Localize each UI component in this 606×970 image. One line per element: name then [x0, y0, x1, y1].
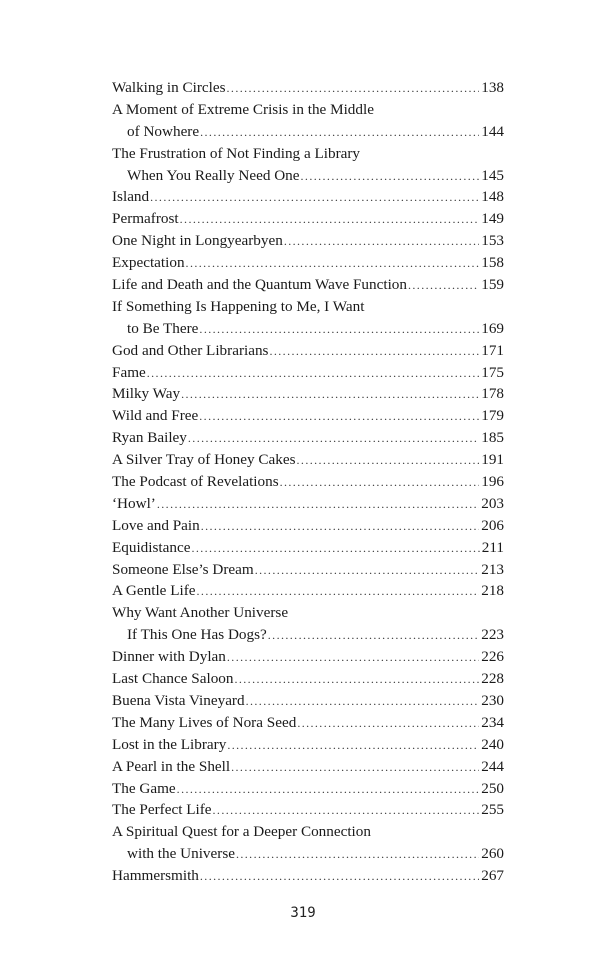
toc-entry-line: [112, 712, 504, 734]
chapter-title: Why Want Another Universe: [112, 604, 289, 622]
dot-leader: [186, 253, 480, 275]
chapter-page-number: 171: [481, 341, 504, 359]
chapter-page-number: 179: [481, 407, 504, 425]
toc-entry: [112, 77, 504, 99]
toc-entry: [112, 471, 504, 493]
chapter-title: One Night in Longyearbyen: [112, 232, 283, 250]
chapter-title: Fame: [112, 363, 146, 381]
toc-entry-line: [112, 559, 504, 581]
toc-entry-line: [112, 340, 504, 362]
toc-entry-line: [112, 99, 504, 121]
toc-entry: [112, 602, 504, 646]
toc-entry-line: [112, 756, 504, 778]
chapter-page-number: 203: [481, 494, 504, 512]
toc-entry: [112, 405, 504, 427]
toc-entry-line: [112, 296, 504, 318]
toc-entry: [112, 778, 504, 800]
dot-leader: [234, 669, 479, 691]
chapter-page-number: 213: [481, 560, 504, 578]
toc-entry-line: [112, 121, 504, 143]
dot-leader: [180, 209, 480, 231]
toc-entry-line: [112, 734, 504, 756]
chapter-page-number: 260: [481, 845, 504, 863]
chapter-page-number: 226: [481, 648, 504, 666]
dot-leader: [201, 516, 479, 538]
chapter-title: A Gentle Life: [112, 582, 196, 600]
toc-entry: [112, 296, 504, 340]
chapter-title: Lost in the Library: [112, 735, 227, 753]
toc-entry-line: [112, 318, 504, 340]
dot-leader: [284, 231, 479, 253]
toc-entry: [112, 690, 504, 712]
toc-entry: [112, 230, 504, 252]
chapter-title: Wild and Free: [112, 407, 199, 425]
chapter-page-number: 185: [481, 429, 504, 447]
chapter-page-number: 228: [481, 670, 504, 688]
toc-entry-line: [112, 274, 504, 296]
dot-leader: [236, 844, 479, 866]
toc-entry-line: [112, 77, 504, 99]
chapter-title: Hammersmith: [112, 867, 199, 885]
dot-leader: [191, 538, 479, 560]
toc-entry-line: [112, 186, 504, 208]
chapter-page-number: 169: [481, 319, 504, 337]
toc-entry: [112, 756, 504, 778]
toc-entry-line: [112, 624, 504, 646]
toc-entry: [112, 537, 504, 559]
toc-entry-line: [112, 515, 504, 537]
toc-entry-line: [112, 449, 504, 471]
toc-entry: [112, 865, 504, 887]
dot-leader: [200, 122, 479, 144]
chapter-page-number: 240: [481, 735, 504, 753]
chapter-page-number: 149: [481, 210, 504, 228]
toc-entry-line: [112, 405, 504, 427]
toc-entry-line: [112, 471, 504, 493]
chapter-title: God and Other Librarians: [112, 341, 269, 359]
toc-entry-line: [112, 252, 504, 274]
dot-leader: [188, 428, 479, 450]
chapter-title: Milky Way: [112, 385, 181, 403]
toc-entry-line: [112, 537, 504, 559]
toc-entry-line: [112, 602, 504, 624]
toc-entry-line: [112, 143, 504, 165]
chapter-title: with the Universe: [127, 845, 235, 863]
toc-entry: [112, 559, 504, 581]
dot-leader: [157, 494, 479, 516]
chapter-page-number: 218: [481, 582, 504, 600]
chapter-title: ‘Howl’: [112, 494, 156, 512]
dot-leader: [297, 713, 479, 735]
chapter-title: Island: [112, 188, 150, 206]
chapter-page-number: 159: [481, 276, 504, 294]
chapter-title: Walking in Circles: [112, 79, 226, 96]
toc-entry: [112, 252, 504, 274]
dot-leader: [200, 866, 479, 888]
toc-entry-line: [112, 383, 504, 405]
toc-entry: [112, 580, 504, 602]
dot-leader: [297, 450, 480, 472]
chapter-page-number: 178: [481, 385, 504, 403]
chapter-title: A Silver Tray of Honey Cakes: [112, 451, 296, 469]
toc-entry-line: [112, 493, 504, 515]
chapter-title: Dinner with Dylan: [112, 648, 226, 666]
chapter-page-number: 145: [481, 166, 504, 184]
chapter-title: A Moment of Extreme Crisis in the Middle: [112, 100, 374, 118]
toc-entry-line: [112, 362, 504, 384]
toc-entry: [112, 383, 504, 405]
chapter-title: The Many Lives of Nora Seed: [112, 713, 297, 731]
chapter-page-number: 255: [481, 801, 504, 819]
chapter-page-number: 138: [481, 79, 504, 96]
chapter-title: of Nowhere: [127, 122, 200, 140]
chapter-title: The Game: [112, 779, 176, 797]
toc-entry: [112, 143, 504, 187]
chapter-title: to Be There: [127, 319, 199, 337]
dot-leader: [177, 779, 480, 801]
toc-entry: [112, 340, 504, 362]
toc-entry: [112, 646, 504, 668]
toc-entry-line: [112, 668, 504, 690]
dot-leader: [199, 319, 479, 341]
chapter-title: If Something Is Happening to Me, I Want: [112, 297, 365, 315]
chapter-page-number: 148: [481, 188, 504, 206]
toc-entry: [112, 799, 504, 821]
chapter-title: Expectation: [112, 254, 185, 272]
chapter-page-number: 223: [481, 626, 504, 644]
chapter-page-number: 153: [481, 232, 504, 250]
chapter-title: If This One Has Dogs?: [127, 626, 267, 644]
dot-leader: [269, 341, 479, 363]
chapter-page-number: 175: [481, 363, 504, 381]
toc-entry-line: [112, 427, 504, 449]
chapter-title: Permafrost: [112, 210, 179, 228]
dot-leader: [301, 166, 480, 188]
chapter-page-number: 267: [481, 867, 504, 885]
table-of-contents: [112, 77, 504, 887]
toc-entry: [112, 712, 504, 734]
chapter-page-number: 158: [481, 254, 504, 272]
chapter-page-number: 230: [481, 691, 504, 709]
toc-entry-line: [112, 778, 504, 800]
toc-entry: [112, 493, 504, 515]
toc-entry: [112, 734, 504, 756]
toc-entry-line: [112, 843, 504, 865]
dot-leader: [408, 275, 479, 297]
toc-entry-line: [112, 580, 504, 602]
chapter-title: Love and Pain: [112, 516, 200, 534]
chapter-title: The Frustration of Not Finding a Library: [112, 144, 361, 162]
chapter-page-number: 191: [481, 451, 504, 469]
toc-entry-line: [112, 208, 504, 230]
toc-entry: [112, 99, 504, 143]
chapter-title: Ryan Bailey: [112, 429, 187, 447]
dot-leader: [227, 647, 479, 669]
toc-entry-line: [112, 865, 504, 887]
toc-entry: [112, 362, 504, 384]
toc-entry: [112, 821, 504, 865]
toc-entry-line: [112, 165, 504, 187]
page-number: 319: [290, 905, 316, 921]
chapter-page-number: 196: [481, 473, 504, 491]
dot-leader: [213, 800, 480, 822]
chapter-title: Life and Death and the Quantum Wave Function: [112, 276, 407, 294]
toc-entry: [112, 186, 504, 208]
dot-leader: [181, 384, 479, 406]
toc-entry: [112, 208, 504, 230]
chapter-title: Last Chance Saloon: [112, 670, 234, 688]
dot-leader: [199, 406, 479, 428]
chapter-title: Equidistance: [112, 538, 191, 556]
toc-entry-line: [112, 646, 504, 668]
chapter-title: Someone Else’s Dream: [112, 560, 254, 578]
chapter-page-number: 244: [481, 757, 504, 775]
toc-entry: [112, 449, 504, 471]
toc-entry-line: [112, 799, 504, 821]
dot-leader: [150, 187, 479, 209]
chapter-title: The Podcast of Revelations: [112, 473, 279, 491]
dot-leader: [227, 78, 480, 100]
chapter-title: When You Really Need One: [127, 166, 300, 184]
dot-leader: [197, 581, 480, 603]
toc-entry: [112, 515, 504, 537]
toc-entry-line: [112, 230, 504, 252]
dot-leader: [147, 363, 479, 385]
dot-leader: [231, 757, 479, 779]
dot-leader: [246, 691, 480, 713]
dot-leader: [280, 472, 480, 494]
chapter-title: The Perfect Life: [112, 801, 212, 819]
chapter-page-number: 250: [481, 779, 504, 797]
chapter-title: Buena Vista Vineyard: [112, 691, 245, 709]
toc-entry: [112, 427, 504, 449]
dot-leader: [227, 735, 479, 757]
dot-leader: [268, 625, 479, 647]
toc-entry: [112, 668, 504, 690]
chapter-page-number: 234: [481, 713, 504, 731]
toc-entry-line: [112, 821, 504, 843]
chapter-title: A Spiritual Quest for a Deeper Connection: [112, 823, 371, 841]
chapter-page-number: 211: [481, 538, 504, 556]
dot-leader: [255, 560, 480, 582]
toc-entry-line: [112, 690, 504, 712]
chapter-title: A Pearl in the Shell: [112, 757, 231, 775]
toc-entry: [112, 274, 504, 296]
chapter-page-number: 144: [481, 122, 504, 140]
chapter-page-number: 206: [481, 516, 504, 534]
